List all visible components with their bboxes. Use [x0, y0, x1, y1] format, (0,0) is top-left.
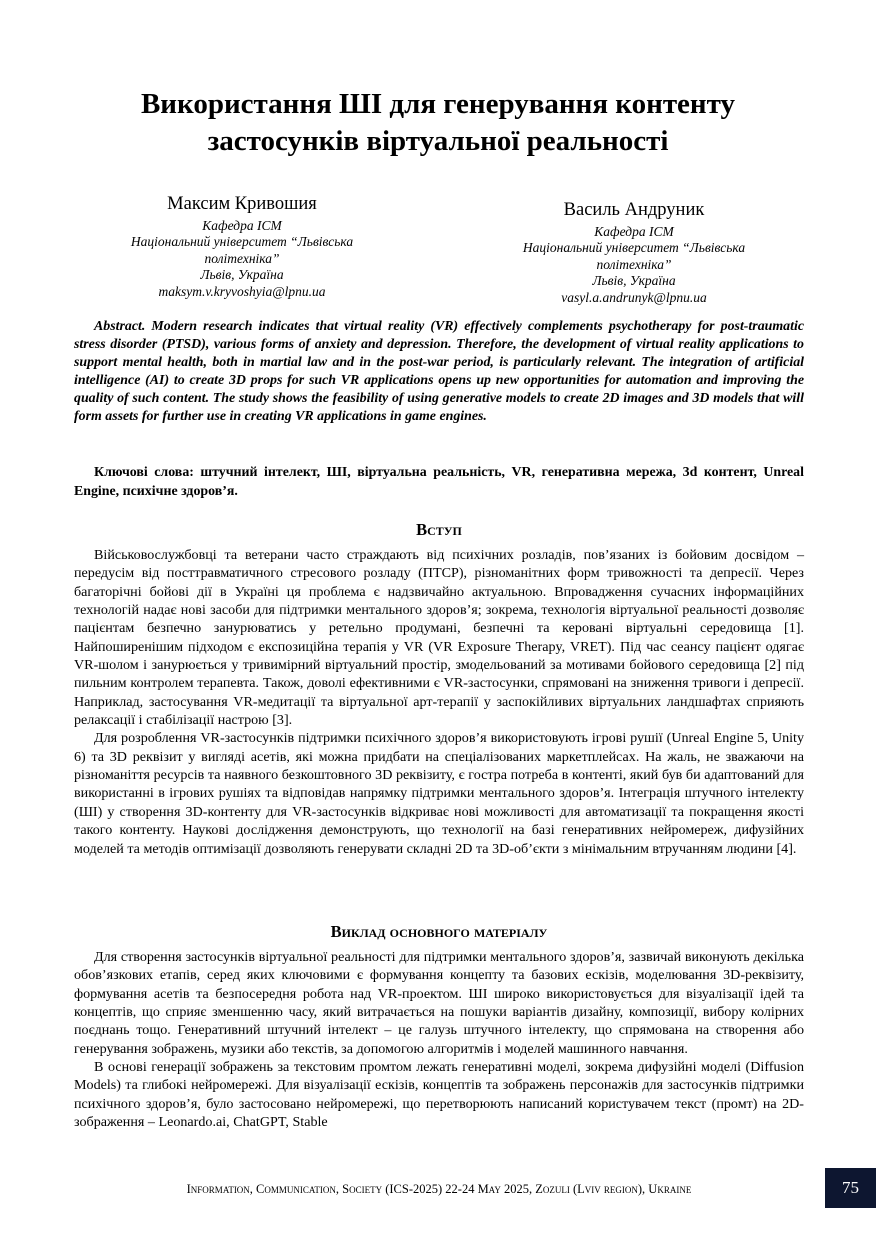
author-university: Національний університет “Львівська	[522, 240, 746, 256]
author-department: Кафедра ІСМ	[202, 218, 282, 233]
author-university: Національний університет “Львівська	[130, 234, 354, 250]
title-line-2: застосунків віртуальної реальності	[207, 125, 669, 157]
keywords: Ключові слова: штучний інтелект, ШІ, віртуальна реальність, VR, генеративна мережа, 3d контент, Unreal Engine, психічне здоров’я.	[74, 465, 804, 499]
author-university-cont: політехніка”	[204, 250, 280, 266]
page-number-badge: 75	[825, 1168, 876, 1208]
author-name: Максим Кривошия	[167, 194, 317, 214]
intro-paragraph-1: Військовослужбовці та ветерани часто страждають від психічних розладів, пов’язаних із бойовим досвідом – передусім від посттравматичного стресового розладу (ПТСР), різноманітних форм тривожності та депресії. Через багаторічні бойові дії в Україні ця проблема є надзвичайно актуальною. Впровадження сучасних інформаційних технологій надає нові засоби для підтримки ментального здоров’я; зокрема, технологія віртуальної реальності дозволяє пацієнтам безпечно занурюватись у ретельно продумані, безпечні та керовані віртуальні середовища [1]. Найпоширенішим підходом є експозиційна терапія у VR (VR Exposure Therapy, VRET). Під час сеансу пацієнт одягає VR-шолом і занурюється у тривимірний віртуальний простір, змодельований за мотивами бойового середовища [2] під пильним контролем терапевта. Також, доволі ефективними є VR-застосунки, спрямовані на зниження тривоги і депресії. Наприклад, застосування VR-медитації та віртуальної арт-терапії у заспокійливих віртуальних ландшафтах сприяють релаксації і стабілізації настрою [3].	[74, 547, 804, 729]
author-block-2	[484, 198, 784, 306]
intro-body	[74, 546, 804, 858]
author-email[interactable]: vasyl.a.andrunyk@lpnu.ua	[561, 289, 707, 305]
main-body	[74, 948, 804, 1131]
title-line-1: Використання ШІ для генерування контенту	[140, 88, 736, 120]
main-paragraph-1: Для створення застосунків віртуальної реальності для підтримки ментального здоров’я, зазвичай виконують декілька обов’язкових етапів, серед яких ключовими є формування концепту та базових ескізів, моделювання 3D-реквізиту, формування асетів та безпосередня робота над VR-проектом. ШІ широко використовується для візуалізації ідей та концептів, що сприяє зменшенню часу, який витрачається на пошуки варіантів дизайну, композиції, вибору колірних поєднань тощо. Генеративний штучний інтелект – це галузь штучного інтелекту, що спрямована на створення або генерування зображень, музики або текстів, за допомогою алгоритмів і моделей машинного навчання.	[74, 949, 804, 1057]
author-block-1	[92, 192, 392, 300]
section-title-main: Виклад основного матеріалу	[330, 922, 548, 941]
abstract: Abstract. Modern research indicates that virtual reality (VR) effectively complements psychotherapy for post-traumatic stress disorder (PTSD), various forms of anxiety and depression. Therefore, the development of virtual reality applications to support mental health, both in martial law and in the post-war period, is particularly relevant. The integration of artificial intelligence (AI) to create 3D props for such VR applications opens up new opportunities for automation and improving the quality of such content. The study shows the feasibility of using generative models to create 2D images and 3D models that will form assets for further use in creating VR applications in game engines.	[74, 319, 804, 424]
author-name: Василь Андруник	[563, 200, 705, 220]
author-university-cont: політехніка”	[596, 256, 672, 272]
author-location: Львів, Україна	[592, 273, 676, 289]
author-department: Кафедра ІСМ	[594, 224, 674, 239]
paper-title	[60, 86, 816, 160]
author-location: Львів, Україна	[200, 267, 284, 283]
intro-paragraph-2: Для розроблення VR-застосунків підтримки психічного здоров’я використовують ігрові рушії (Unreal Engine 5, Unity 6) та 3D реквізит у вигляді асетів, які можна придбати на спеціалізованих маркетплейсах. На жаль, не зважаючи на різноманіття ресурсів та наявного безкоштовного 3D реквізиту, є гостра потреба в контенті, який був би адаптований для використанні в ігрових рушіях та відповідав напрямку підтримки ментального здоров’я. Інтеграція штучного інтелекту (ШІ) у створення 3D-контенту для VR-застосунків відкриває нові можливості для автоматизації та покращення якості такого контенту. Наукові дослідження демонструють, що технології на базі генеративних нейромереж, дифузійних моделей та методів оптимізації дозволяють генерувати складні 2D та 3D-об’єкти з мінімальним втручанням людини [4].	[74, 730, 804, 857]
author-email[interactable]: maksym.v.kryvoshyia@lpnu.ua	[158, 283, 326, 299]
page-footer: Information, Communication, Society (ICS-2025) 22-24 May 2025, Zozuli (Lviv region), Ukraine	[186, 1182, 692, 1196]
main-paragraph-2: В основі генерації зображень за текстовим промтом лежать генеративні моделі, зокрема дифузійні моделі (Diffusion Models) та глибокі нейромережі. Для візуалізації ескізів, концептів та зображень персонажів для застосунків підтримки психічного здоров’я, було застосовано нейромережі, що перетворюють написаний користувачем текст (промт) на 2D-зображення – Leonardo.ai, ChatGPT, Stable	[74, 1059, 804, 1131]
section-title-intro: Вступ	[416, 520, 462, 539]
